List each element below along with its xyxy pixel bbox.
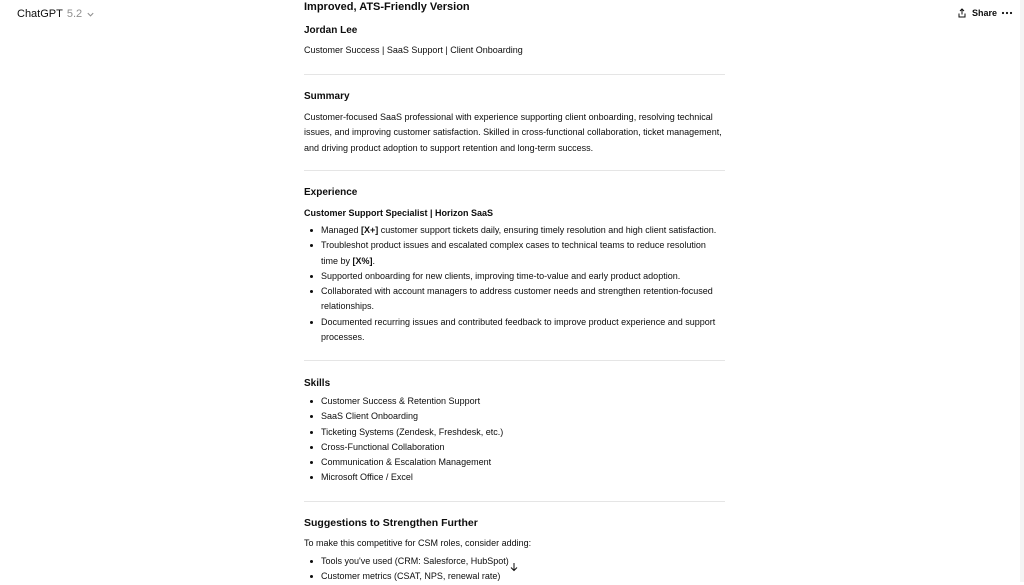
list-item: Customer metrics (CSAT, NPS, renewal rate) bbox=[304, 569, 725, 584]
suggestions-heading: Suggestions to Strengthen Further bbox=[304, 517, 478, 529]
list-item: Microsoft Office / Excel bbox=[304, 470, 725, 485]
summary-heading: Summary bbox=[304, 91, 350, 102]
skills-list bbox=[304, 394, 725, 486]
chevron-down-icon bbox=[86, 10, 95, 19]
list-item: Cross-Functional Collaboration bbox=[304, 440, 725, 455]
list-item: Tools you've used (CRM: Salesforce, HubSpot) bbox=[304, 554, 725, 569]
list-item: Collaborated with account managers to address customer needs and strengthen retention-focused relationships. bbox=[304, 284, 725, 315]
more-horizontal-icon bbox=[1001, 11, 1013, 15]
divider bbox=[304, 74, 725, 75]
arrow-down-icon bbox=[509, 562, 519, 572]
app-name: ChatGPT bbox=[17, 8, 63, 20]
list-item: Ticketing Systems (Zendesk, Freshdesk, etc.) bbox=[304, 425, 725, 440]
suggestions-intro: To make this competitive for CSM roles, consider adding: bbox=[304, 538, 532, 548]
model-version: 5.2 bbox=[66, 8, 83, 20]
experience-heading: Experience bbox=[304, 187, 358, 198]
model-selector[interactable] bbox=[12, 4, 100, 24]
list-item: Troubleshot product issues and escalated complex cases to technical teams to reduce resolution time by [X%]. bbox=[304, 238, 725, 269]
candidate-tagline: Customer Success | SaaS Support | Client Onboarding bbox=[304, 45, 523, 55]
doc-title: Improved, ATS-Friendly Version bbox=[304, 1, 470, 13]
divider bbox=[304, 170, 725, 171]
share-label: Share bbox=[972, 8, 998, 18]
scrollbar[interactable] bbox=[1020, 0, 1024, 582]
skills-heading: Skills bbox=[304, 378, 331, 389]
candidate-name: Jordan Lee bbox=[304, 25, 358, 36]
experience-role: Customer Support Specialist | Horizon SaaS bbox=[304, 208, 494, 218]
list-item: Communication & Escalation Management bbox=[304, 455, 725, 470]
list-item: Supported onboarding for new clients, improving time-to-value and early product adoption. bbox=[304, 269, 725, 284]
list-item: SaaS Client Onboarding bbox=[304, 409, 725, 424]
divider bbox=[304, 501, 725, 502]
summary-text: Customer-focused SaaS professional with experience supporting client onboarding, resolving technical issues, and improving customer satisfaction. Skilled in cross-functional collaboration, ticket management, and driving product adoption to support retention and long-term success. bbox=[304, 112, 722, 153]
top-bar bbox=[0, 0, 1024, 28]
divider bbox=[304, 360, 725, 361]
list-item: Customer Success & Retention Support bbox=[304, 394, 725, 409]
experience-bullets bbox=[304, 223, 725, 345]
more-options-button[interactable] bbox=[998, 4, 1016, 22]
share-icon bbox=[957, 8, 967, 18]
list-item: Managed [X+] customer support tickets daily, ensuring timely resolution and high client satisfaction. bbox=[304, 223, 725, 238]
list-item: Documented recurring issues and contributed feedback to improve product experience and support processes. bbox=[304, 315, 725, 346]
share-button[interactable] bbox=[951, 4, 1003, 22]
scroll-to-bottom-button[interactable] bbox=[506, 559, 522, 575]
